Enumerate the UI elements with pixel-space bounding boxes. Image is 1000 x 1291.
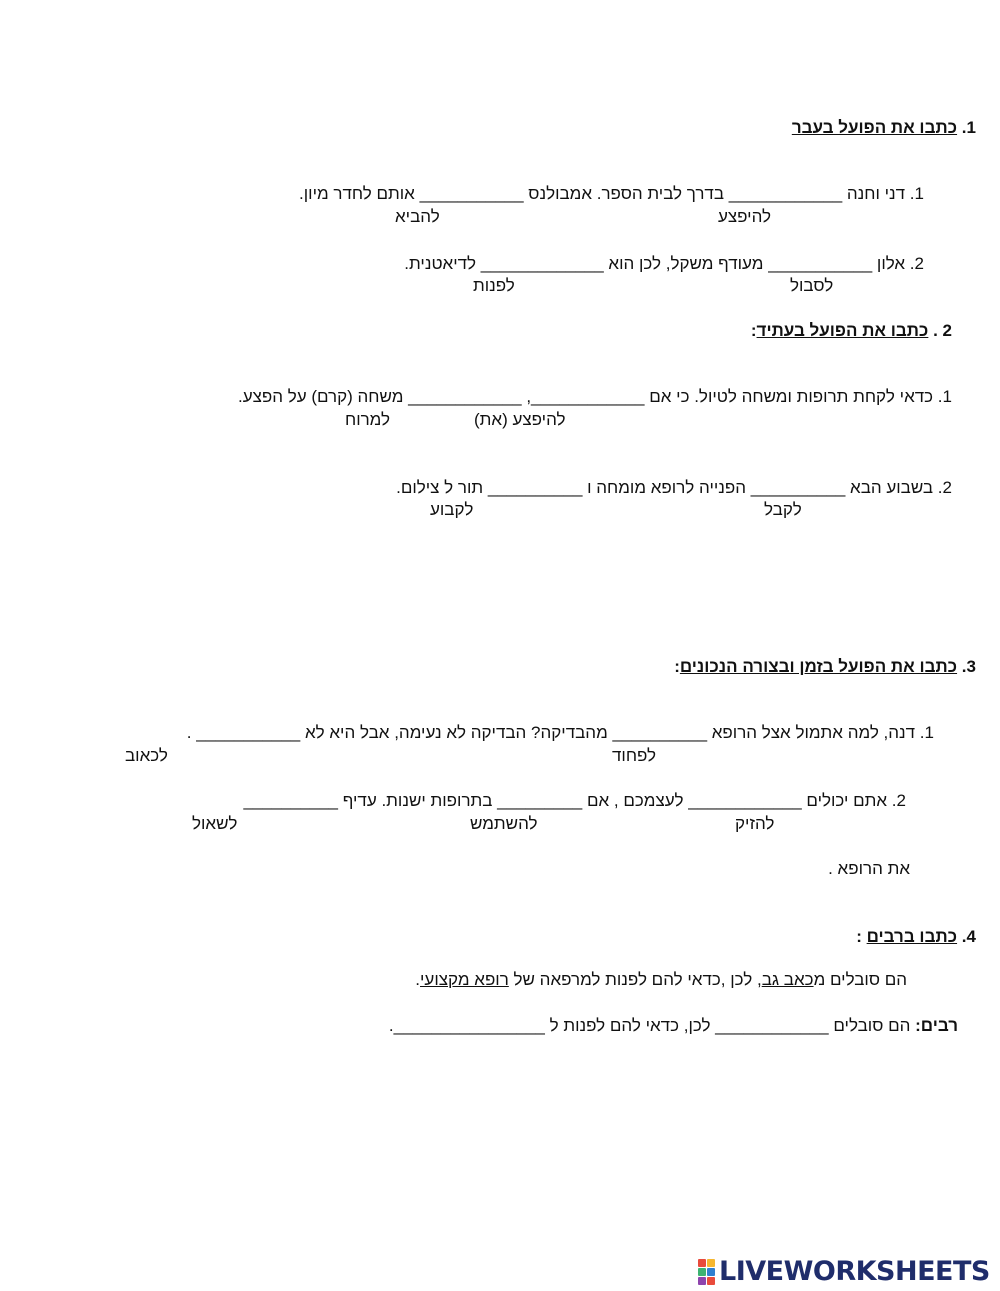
s1-q2-text: 2. אלון ___________ מעודף משקל, לכן הוא _____________ לדיאטנית. <box>404 254 924 273</box>
s3-q1-answer-1[interactable] <box>566 720 676 742</box>
logo-text: LIVEWORKSHEETS <box>719 1256 990 1287</box>
s3-q1-text: 1. דנה, למה אתמול אצל הרופא __________ מהבדיקה? הבדיקה לא נעימה, אבל היא לא ___________ . <box>186 723 934 742</box>
s2-q2-answer-2[interactable] <box>400 475 512 497</box>
s4-sentence-prefix: הם סובלים מ <box>813 970 907 989</box>
s3-q1-hint-2: לכאוב <box>125 746 168 765</box>
s1-q1-hint-2: להביא <box>395 207 440 226</box>
s3-q2-answer-1[interactable] <box>666 788 794 810</box>
s3-q2-answer-3[interactable] <box>152 788 256 810</box>
section-4-title: כתבו ברבים <box>866 927 958 946</box>
s2-q1-answer-1[interactable] <box>446 384 580 406</box>
s4-sentence-end: . <box>415 970 421 989</box>
section-1-number: 1. <box>961 118 976 137</box>
s4-plural-label: רבים: <box>915 1016 958 1035</box>
s3-q2-continuation: את הרופא . <box>828 859 910 878</box>
s2-q2-hint-2: לקבוע <box>430 500 474 519</box>
s3-q2-hint-3: לשאול <box>192 814 238 833</box>
section-3-number: 3. <box>961 657 976 676</box>
section-3-heading <box>674 657 976 677</box>
section-4-colon: : <box>856 927 867 946</box>
s2-q1-text: 1. כדאי לקחת תרופות ומשחה לטיול. כי אם ____________, ____________ משחה (קרם) על הפצע. <box>237 387 952 406</box>
s4-sentence-mid: , לכן ,כדאי להם לפנות למרפאה של <box>508 970 762 989</box>
s3-q1-hint-1: לפחוד <box>612 746 657 765</box>
s2-q1-hint-2: למרוח <box>345 410 391 429</box>
s3-q2-hint-1: להזיק <box>735 814 775 833</box>
section-2-number: 2 . <box>933 321 952 340</box>
s1-q1-text: 1. דני וחנה ____________ בדרך לבית הספר. אמבולנס ___________ אותם לחדר מיון. <box>299 184 924 203</box>
section-1-title: כתבו את הפועל בעבר <box>791 118 958 137</box>
s3-q2-hint-2: להשתמש <box>470 814 538 833</box>
section-2-heading <box>751 321 952 341</box>
liveworksheets-logo <box>698 1256 990 1287</box>
s4-sentence-underlined-2: רופא מקצועי <box>420 970 509 989</box>
s1-q2-hint-1: לסבול <box>790 276 834 295</box>
s3-q2-answer-2[interactable] <box>440 788 544 810</box>
s1-q1-answer-1[interactable] <box>694 181 830 203</box>
section-3-title: כתבו את הפועל בזמן ובצורה הנכונים <box>679 657 958 676</box>
s2-q2-hint-1: לקבל <box>764 500 802 519</box>
section-4-number: 4. <box>961 927 976 946</box>
s1-q2-answer-2[interactable] <box>385 251 537 273</box>
s4-plural-text: הם סובלים ____________ לכן, כדאי להם לפנות ל ________________. <box>388 1016 911 1035</box>
section-1-heading <box>792 118 976 138</box>
s4-answer-2[interactable] <box>270 1013 440 1035</box>
s1-q2-answer-1[interactable] <box>730 251 855 273</box>
s2-q2-answer-1[interactable] <box>722 475 830 497</box>
logo-blocks-icon <box>698 1259 715 1285</box>
s1-q2-hint-2: לפנות <box>473 276 515 295</box>
s3-q1-answer-2[interactable] <box>82 720 198 742</box>
section-4-heading <box>856 927 976 947</box>
s3-q2-text: 2. אתם יכולים ____________ לעצמכם , אם _________ בתרופות ישנות. עדיף __________ <box>243 791 906 810</box>
s1-q1-hint-1: להיפצע <box>718 207 772 226</box>
s2-q1-hint-1: להיפצע (את) <box>474 410 566 429</box>
s4-sentence <box>415 970 907 990</box>
section-2-colon: : <box>750 321 757 340</box>
s2-q2-text: 2. בשבוע הבא __________ הפנייה לרופא מומחה ו __________ תור ל צילום. <box>396 478 952 497</box>
s4-sentence-underlined-1: כאב גב <box>761 970 814 989</box>
section-3-colon: : <box>674 657 680 676</box>
s1-q1-answer-2[interactable] <box>343 181 455 203</box>
s2-q1-answer-2[interactable] <box>290 384 422 406</box>
s4-answer-1[interactable] <box>638 1013 798 1035</box>
section-2-title: כתבו את הפועל בעתיד <box>756 321 929 340</box>
